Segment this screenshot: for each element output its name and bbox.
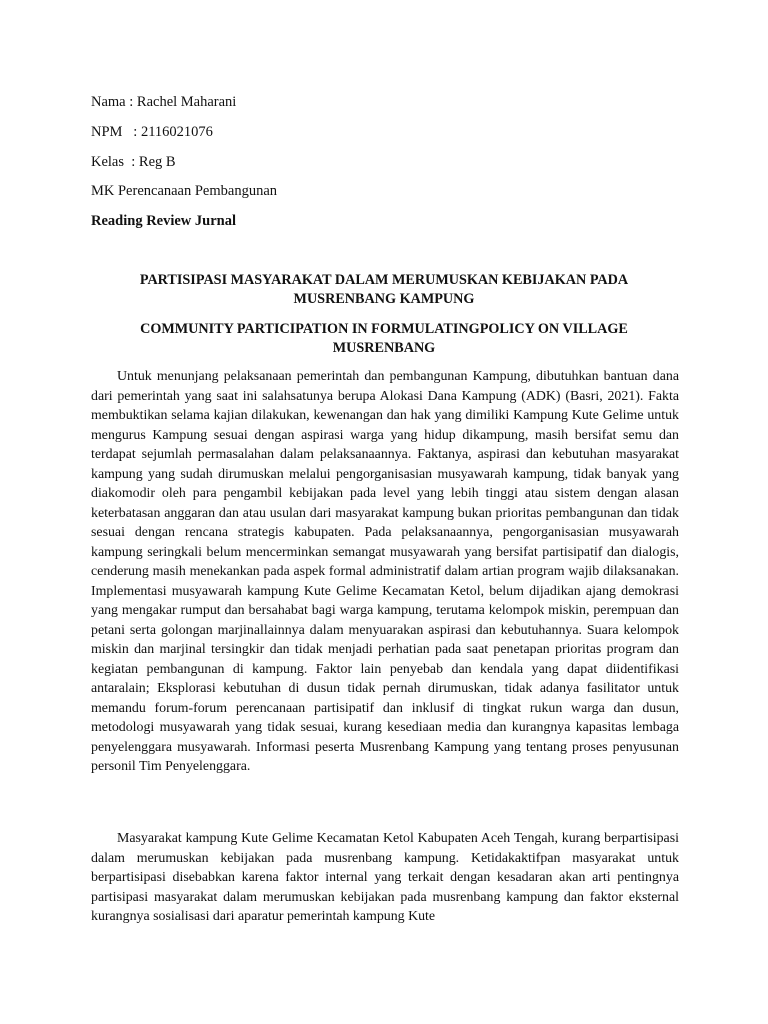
course-name: MK Perencanaan Pembangunan (91, 183, 278, 199)
title-indonesian: PARTISIPASI MASYARAKAT DALAM MERUMUSKAN KEBIJAKAN PADA MUSRENBANG KAMPUNG (139, 272, 629, 307)
student-name: Nama : Rachel Maharani (91, 94, 237, 110)
student-class: Kelas : Reg B (91, 154, 176, 170)
review-label: Reading Review Jurnal (91, 213, 236, 229)
student-npm: NPM : 2116021076 (91, 124, 213, 140)
body-paragraph-2: Masyarakat kampung Kute Gelime Kecamatan Ketol Kabupaten Aceh Tengah, kurang berpartisipasi dalam merumuskan kebijakan pada musrenbang kampung. Ketidakaktifpan masyarakat untuk berpartisipasi disebabkan karena faktor internal yang terkait dengan kesadaran akan arti pentingnya partisipasi masyarakat dalam merumuskan kebijakan pada musrenbang kampung dan faktor eksternal kurangnya sosialisasi dari aparatur pemerintah kampung Kute (91, 831, 679, 924)
body-paragraph-1: Untuk menunjang pelaksanaan pemerintah dan pembangunan Kampung, dibutuhkan bantuan dana dari pemerintah yang saat ini salahsatunya berupa Alokasi Dana Kampung (ADK) (Basri, 2021). Fakta membuktikan selama kajian dilakukan, kewenangan dan hak yang dimiliki Kampung Kute Gelime untuk mengurus Kampung sesuai dengan aspirasi warga yang hidup dikampung, masih bersifat semu dan terdapat sejumlah permasalahan dalam pelaksanaannya. Faktanya, aspirasi dan kebutuhan masyarakat kampung yang sudah dirumuskan melalui pengorganisasian musyawarah kampung, tidak banyak yang diakomodir oleh para pengambil kebijakan pada level yang lebih tinggi atau sistem dengan alasan keterbatasan anggaran dan atau usulan dari masyarakat kampung bukan prioritas pembangunan dan tidak sesuai dengan rencana strategis kabupaten. Pada pelaksanaannya, pengorganisasian musyawarah kampung seringkali belum mencerminkan semangat musyawarah yang bersifat partisipatif dan dialogis, cenderung masih menekankan pada aspek formal administratif dalam artian program wajib dilaksanakan. Implementasi musyawarah kampung Kute Gelime Kecamatan Ketol, belum dijadikan ajang demokrasi yang mengakar rumput dan bersahabat bagi warga kampung, terutama kelompok miskin, perempuan dan petani serta golongan marjinallainnya dalam menyuarakan aspirasi dan kebutuhannya. Suara kelompok miskin dan marjinal tersingkir dan tidak menjadi perhatian pada saat penetapan prioritas program dan kegiatan pembangunan di kampung. Faktor lain penyebab dan kendala yang dapat diidentifikasi antaralain; Eksplorasi kebutuhan di dusun tidak pernah dirumuskan, tidak adanya fasilitator untuk memandu forum-forum perencanaan partisipatif dan inklusif di tingkat rukun warga dan dusun, metodologi musyawarah yang tidak sesuai, kurang kesediaan media dan kurangnya kapasitas lembaga penyelenggara musyawarah. Informasi peserta Musrenbang Kampung yang tentang proses penyusunan personil Tim Penyelenggara. (91, 369, 679, 774)
title-english: COMMUNITY PARTICIPATION IN FORMULATINGPOLICY ON VILLAGE MUSRENBANG (140, 321, 628, 356)
